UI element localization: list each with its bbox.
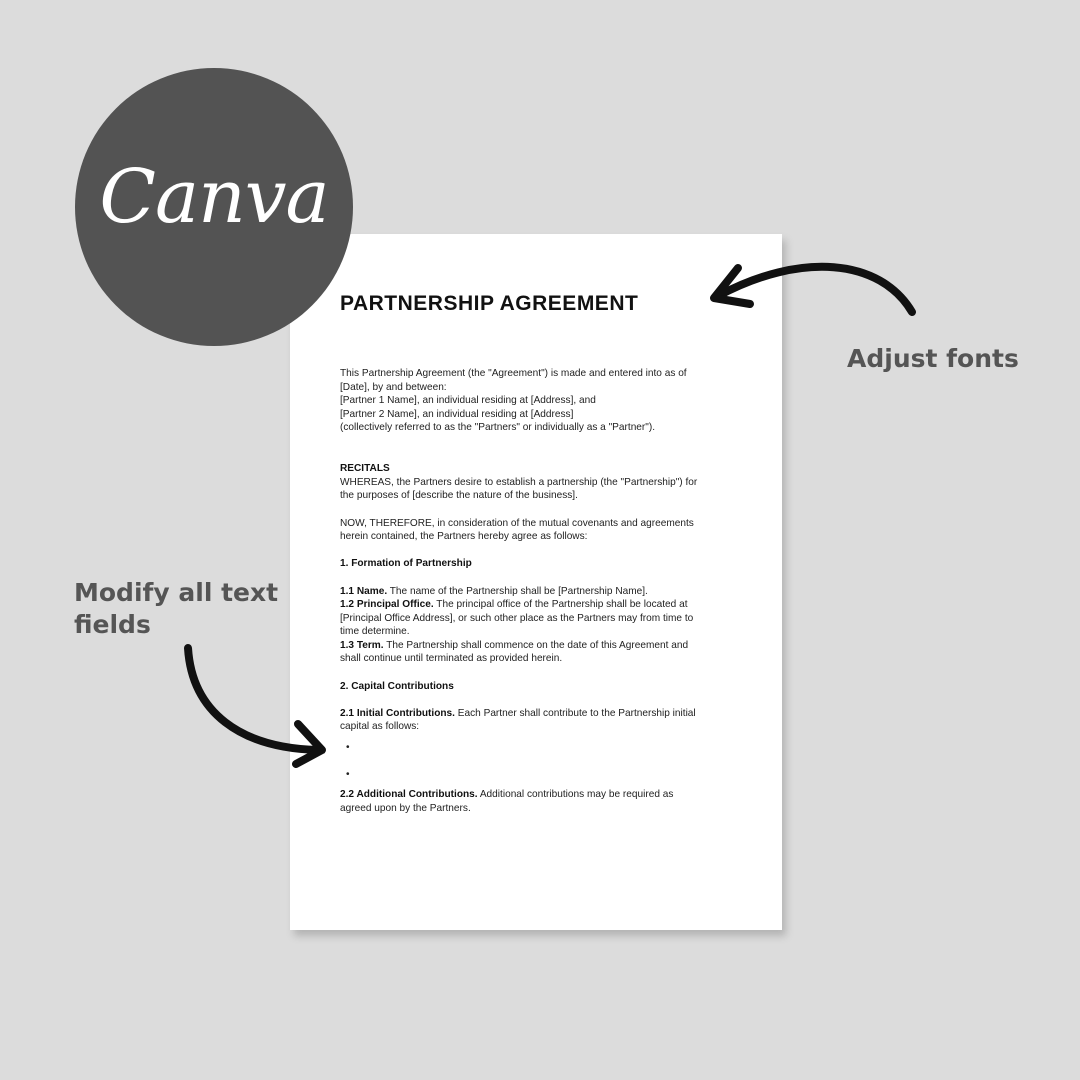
adjust-fonts-callout: Adjust fonts: [847, 344, 1019, 373]
canva-logo-text: Canva: [99, 154, 329, 240]
section-2-heading: 2. Capital Contributions: [340, 680, 454, 692]
clause-1-1-text: The name of the Partnership shall be [Partnership Name].: [387, 585, 648, 597]
intro-line: (collectively referred to as the "Partners" or individually as a "Partner").: [340, 422, 656, 434]
clause-1-2-text: The principal office of the Partnership shall be located at: [433, 599, 688, 611]
clause-1-1-label: 1.1 Name.: [340, 585, 388, 597]
intro-line: [Partner 1 Name], an individual residing at [Address], and: [340, 395, 596, 407]
canva-logo: [75, 68, 353, 346]
clause-2-2-label: 2.2 Additional Contributions.: [340, 789, 478, 801]
clause-1-2-continued: [Principal Office Address], or such other place as the Partners may from time to: [340, 612, 694, 624]
intro-line: [Date], by and between:: [340, 381, 447, 393]
clause-1-2-continued: time determine.: [340, 626, 410, 638]
now-therefore-line: herein contained, the Partners hereby agree as follows:: [340, 531, 588, 543]
intro-line: This Partnership Agreement (the "Agreement") is made and entered into as of: [340, 368, 687, 379]
section-1-heading: 1. Formation of Partnership: [340, 558, 472, 570]
clause-2-2-text: Additional contributions may be required as: [477, 789, 674, 801]
clause-1-3-continued: shall continue until terminated as provided herein.: [340, 653, 563, 665]
clause-1-3-text: The Partnership shall commence on the date of this Agreement and: [383, 639, 689, 651]
clause-2-1-label: 2.1 Initial Contributions.: [340, 707, 455, 719]
intro-line: [Partner 2 Name], an individual residing at [Address]: [340, 408, 574, 420]
clause-2-1-text: Each Partner shall contribute to the Partnership initial: [454, 707, 696, 719]
recitals-heading: RECITALS: [340, 463, 390, 475]
clause-2-2-continued: agreed upon by the Partners.: [340, 802, 471, 814]
recitals-line: WHEREAS, the Partners desire to establish a partnership (the "Partnership") for: [340, 476, 698, 488]
modify-text-callout: Modify all text fields: [74, 578, 279, 639]
clause-1-2-label: 1.2 Principal Office.: [340, 599, 434, 611]
bullet-item: •: [346, 769, 350, 781]
clause-1-3-label: 1.3 Term.: [340, 639, 384, 651]
document-title: PARTNERSHIP AGREEMENT: [340, 292, 639, 315]
clause-2-1-continued: capital as follows:: [340, 721, 420, 733]
bullet-item: •: [346, 742, 350, 754]
recitals-line: the purposes of [describe the nature of the business].: [340, 490, 578, 502]
now-therefore-line: NOW, THEREFORE, in consideration of the mutual covenants and agreements: [340, 517, 694, 529]
